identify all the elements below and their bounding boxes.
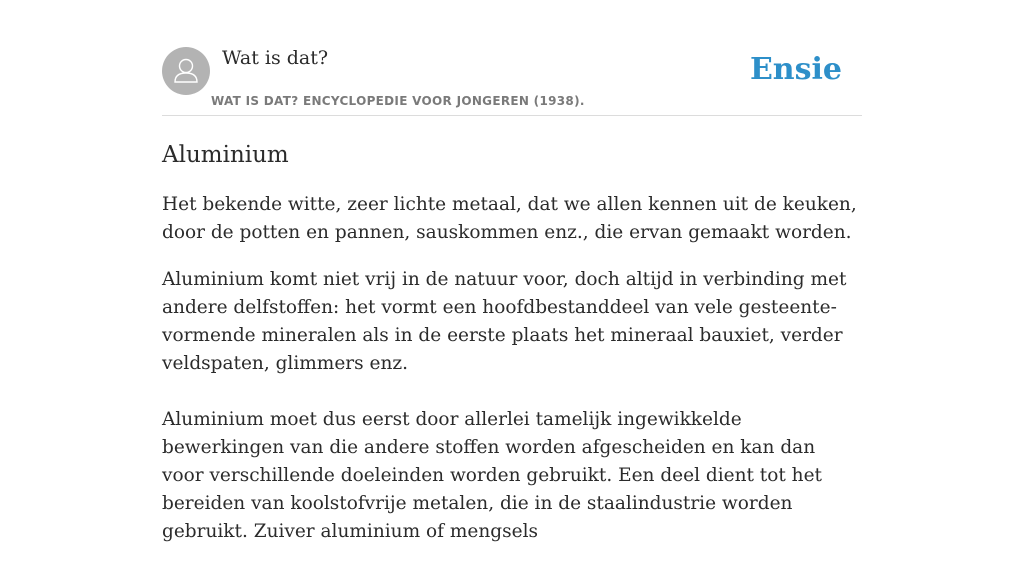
article-title: Aluminium (162, 142, 289, 168)
source-subtitle: WAT IS DAT? ENCYCLOPEDIE VOOR JONGEREN (1938). (211, 94, 585, 108)
source-title[interactable]: Wat is dat? (222, 47, 329, 69)
ensie-logo-link[interactable]: Ensie (749, 52, 842, 87)
article-paragraph: Het bekende witte, zeer lichte metaal, dat we allen kennen uit de keuken, door de potten en pannen, sauskommen enz., die ervan gemaakt worden. (162, 194, 857, 243)
source-header (162, 46, 862, 116)
article-paragraph: Aluminium komt niet vrij in de natuur voor, doch altijd in verbinding met andere delfstoffen: het vormt een hoofdbestanddeel van vele gesteente-vormende mineralen als in de eerste plaats het mineraal bauxiet, verder veldspaten, glimmers enz. (162, 269, 847, 374)
article-paragraph: Aluminium moet dus eerst door allerlei tamelijk ingewikkelde bewerkingen van die andere stoffen worden afgescheiden en kan dan voor verschillende doeleinden worden gebruikt. Een deel dient tot het bereiden van koolstofvrije metalen, die in de staalindustrie worden gebruikt. Zuiver aluminium of mengsels (162, 409, 822, 542)
user-avatar-icon[interactable] (162, 47, 210, 95)
article-content (162, 140, 862, 565)
paragraph-spacer (162, 378, 862, 406)
